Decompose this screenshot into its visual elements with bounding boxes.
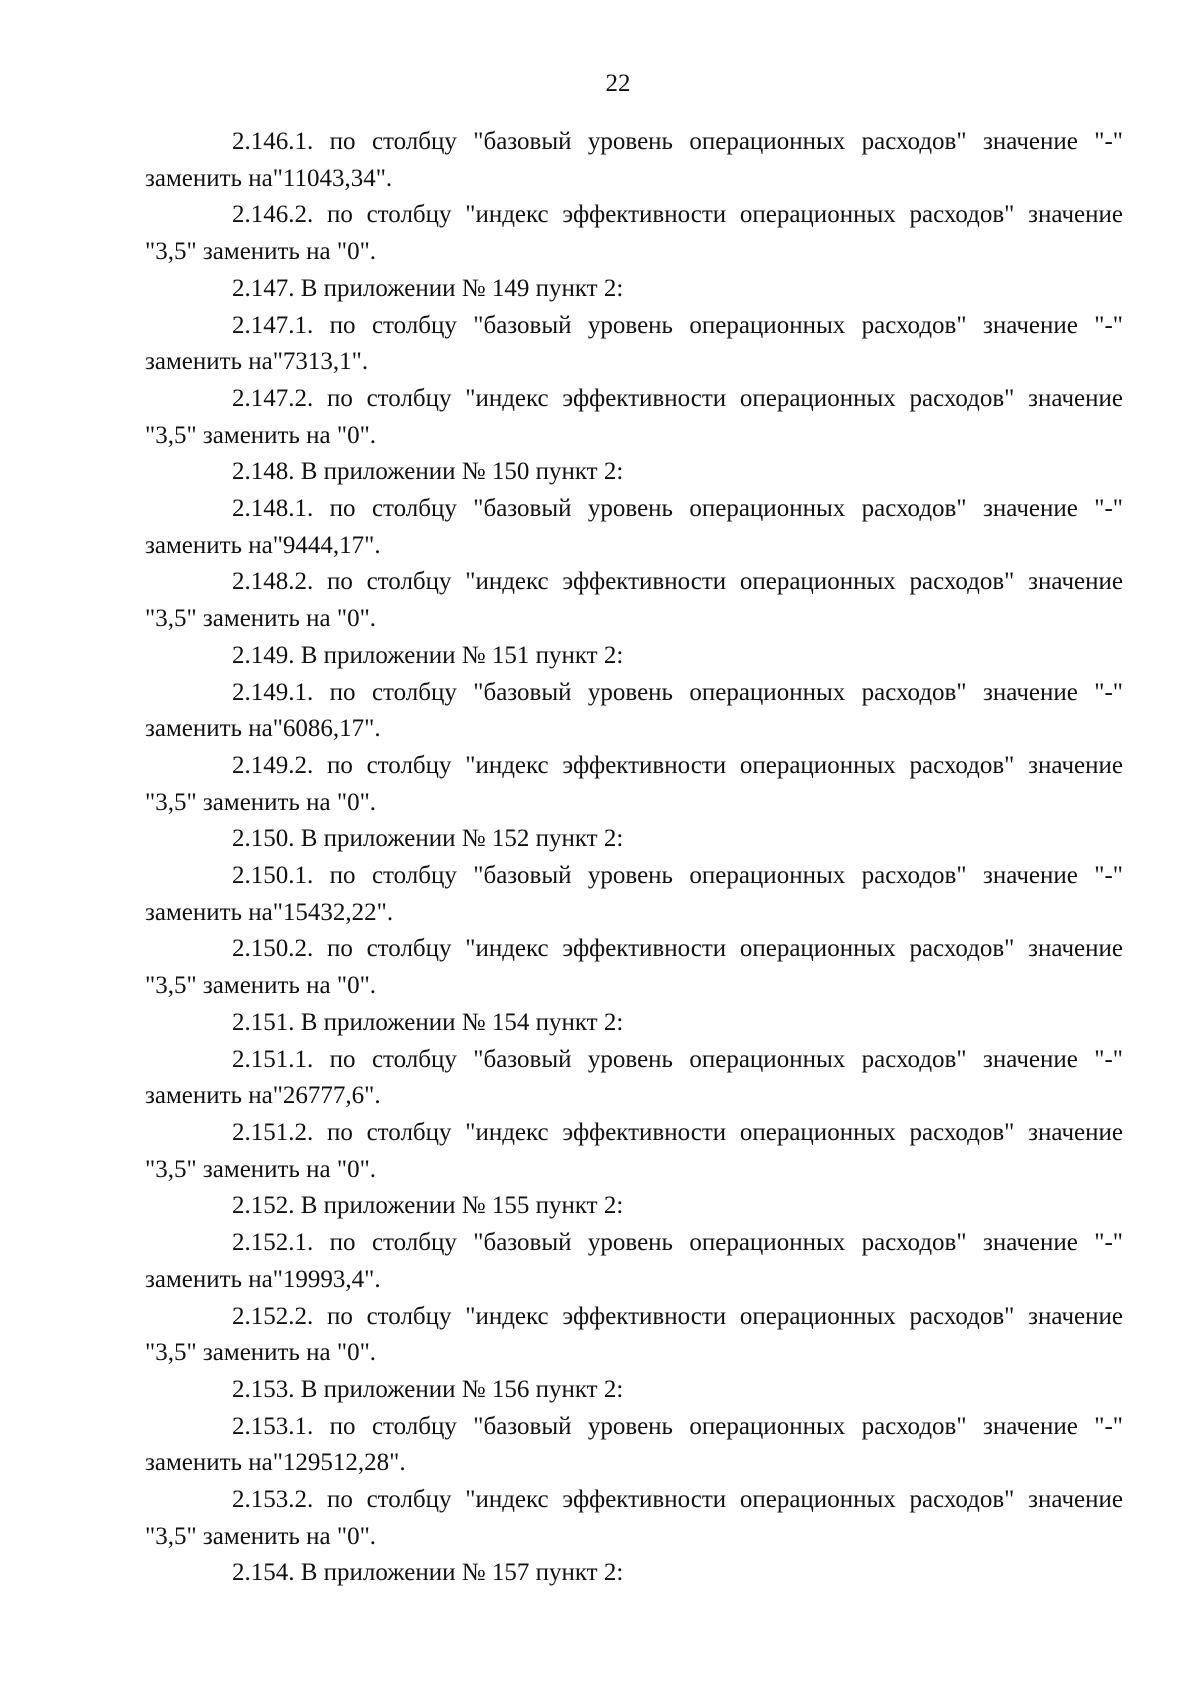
paragraph: 2.151.1. по столбцу "базовый уровень операционных расходов" значение "-" заменить на"26777,6". (145, 1045, 1123, 1110)
section-heading: 2.147. В приложении № 149 пункт 2: (232, 274, 624, 302)
section-heading: 2.150. В приложении № 152 пункт 2: (232, 825, 624, 853)
paragraph: 2.147.2. по столбцу "индекс эффективности операционных расходов" значение "3,5" заменить на "0". (145, 384, 1123, 449)
paragraph: 2.151.2. по столбцу "индекс эффективности операционных расходов" значение "3,5" заменить на "0". (145, 1118, 1123, 1183)
section-heading: 2.153. В приложении № 156 пункт 2: (232, 1375, 624, 1403)
paragraph: 2.153.1. по столбцу "базовый уровень операционных расходов" значение "-" заменить на"129512,28". (145, 1412, 1123, 1477)
document-body (145, 124, 1123, 1592)
paragraph: 2.150.2. по столбцу "индекс эффективности операционных расходов" значение "3,5" заменить на "0". (145, 935, 1123, 1000)
paragraph: 2.146.2. по столбцу "индекс эффективности операционных расходов" значение "3,5" заменить на "0". (145, 201, 1123, 266)
paragraph: 2.148.2. по столбцу "индекс эффективности операционных расходов" значение "3,5" заменить на "0". (145, 568, 1123, 633)
paragraph: 2.146.1. по столбцу "базовый уровень операционных расходов" значение "-" заменить на"11043,34". (145, 128, 1123, 192)
section-heading: 2.154. В приложении № 157 пункт 2: (232, 1559, 624, 1587)
paragraph: 2.147.1. по столбцу "базовый уровень операционных расходов" значение "-" заменить на"7313,1". (145, 311, 1123, 376)
section-heading: 2.151. В приложении № 154 пункт 2: (232, 1008, 624, 1036)
page-number: 22 (605, 70, 631, 97)
section-heading: 2.152. В приложении № 155 пункт 2: (232, 1192, 624, 1220)
paragraph: 2.152.1. по столбцу "базовый уровень операционных расходов" значение "-" заменить на"19993,4". (145, 1229, 1123, 1293)
paragraph: 2.152.2. по столбцу "индекс эффективности операционных расходов" значение "3,5" заменить на "0". (145, 1302, 1123, 1367)
paragraph: 2.148.1. по столбцу "базовый уровень операционных расходов" значение "-" заменить на"9444,17". (145, 495, 1123, 559)
paragraph: 2.153.2. по столбцу "индекс эффективности операционных расходов" значение "3,5" заменить на "0". (145, 1486, 1123, 1550)
paragraph: 2.149.2. по столбцу "индекс эффективности операционных расходов" значение "3,5" заменить на "0". (145, 751, 1123, 816)
section-heading: 2.148. В приложении № 150 пункт 2: (232, 458, 624, 486)
paragraph: 2.149.1. по столбцу "базовый уровень операционных расходов" значение "-" заменить на"6086,17". (145, 678, 1123, 743)
section-heading: 2.149. В приложении № 151 пункт 2: (232, 641, 624, 669)
paragraph: 2.150.1. по столбцу "базовый уровень операционных расходов" значение "-" заменить на"15432,22". (145, 862, 1123, 926)
